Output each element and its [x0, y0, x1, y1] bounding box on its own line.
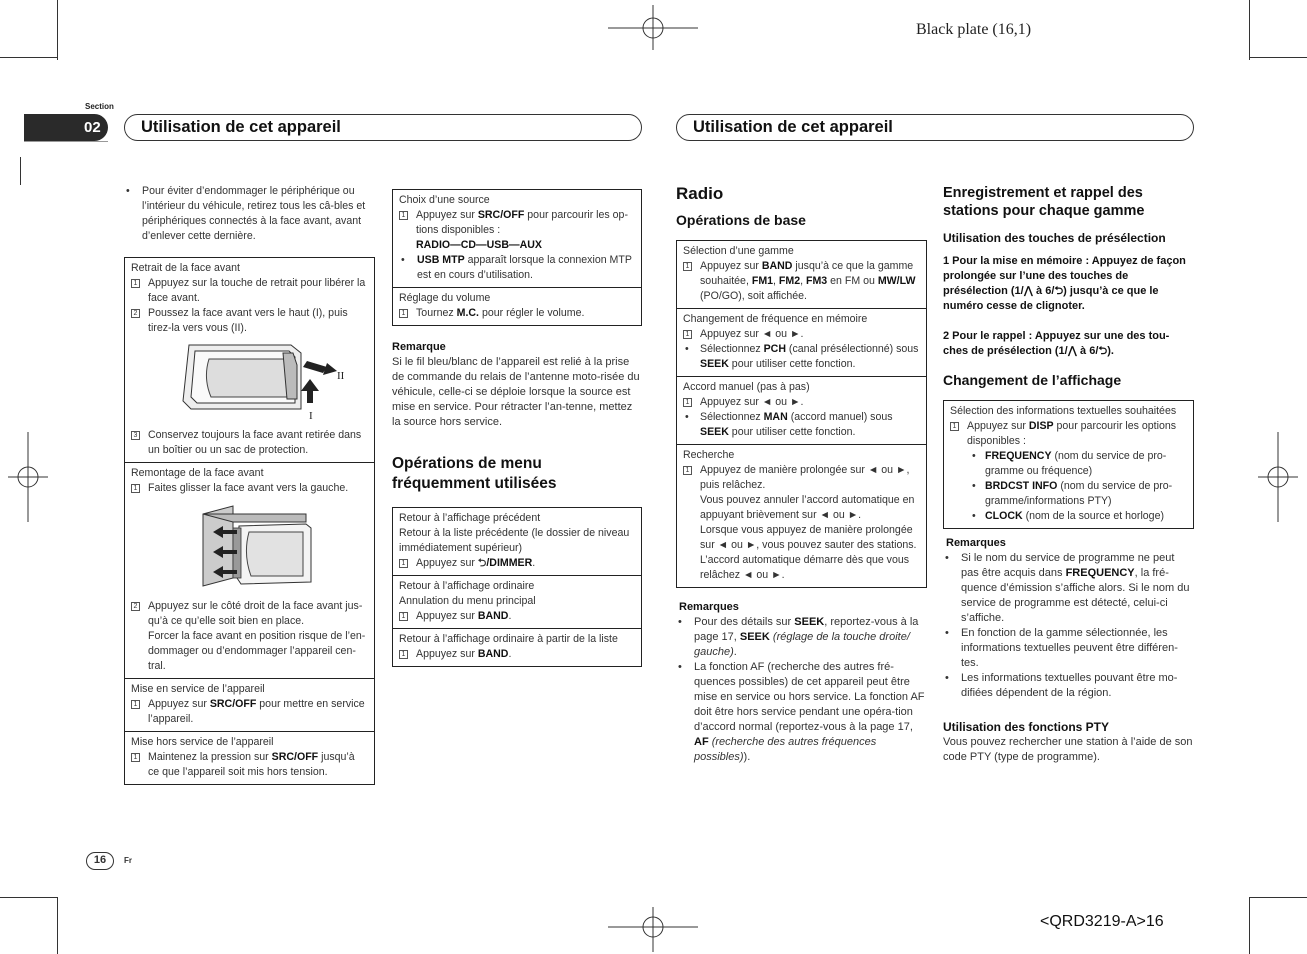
step-number: 1	[399, 612, 408, 621]
step: 1 Maintenez la pression sur SRC/OFF jusqu’à ce que l’appareil soit mis hors tension.	[131, 750, 368, 780]
section-heading: Radio	[676, 184, 724, 203]
instruction-box	[392, 189, 642, 326]
chapter-header-left: Utilisation de cet appareil	[124, 114, 642, 141]
step-number: 1	[131, 484, 140, 493]
display-cell	[944, 401, 1193, 528]
band-cell	[677, 241, 926, 308]
step: 1 Appuyez sur ⮌/DIMMER.	[399, 556, 635, 571]
cell-title: Sélection d’une gamme	[683, 245, 794, 257]
step-number: 1	[399, 559, 408, 568]
cell-title: Accord manuel (pas à pas)	[683, 381, 810, 393]
chapter-header-right: Utilisation de cet appareil	[676, 114, 1194, 141]
registration-mark-left	[8, 432, 48, 522]
step-number: 1	[399, 650, 408, 659]
step-number: 1	[131, 700, 140, 709]
subsection-heading: Utilisation des fonctions PTY	[943, 720, 1110, 734]
cell-title: Mise en service de l’appareil	[131, 683, 265, 695]
step-number: 1	[683, 330, 692, 339]
subsection-heading: Utilisation des touches de présélection	[943, 231, 1166, 245]
plate-label: Black plate (16,1)	[916, 21, 1032, 38]
remark-title: Remarque	[392, 341, 446, 353]
step-number: 1	[399, 309, 408, 318]
step: 1 Appuyez sur la touche de retrait pour libérer la face avant.	[131, 276, 368, 306]
step: 2 Appuyez sur le côté droit de la face avant jus-qu’à ce qu’elle soit bien en place. Forcer la face avant en position risque de l’en-dommager ou d’endommager l’appareil cen-tral.	[131, 599, 368, 674]
registration-mark-top	[608, 5, 698, 50]
label-I: I	[309, 410, 313, 422]
step-number: 1	[683, 398, 692, 407]
crop-mark	[0, 897, 57, 898]
step: 1 Tournez M.C. pour régler le volume.	[399, 306, 635, 321]
document-code: <QRD3219-A>16	[1040, 913, 1164, 930]
divider	[24, 141, 108, 142]
faceplate-removal-illustration	[131, 339, 368, 424]
cell-title: Réglage du volume	[399, 292, 491, 304]
instruction-box	[392, 507, 642, 667]
step: 3 Conservez toujours la face avant retirée dans un boîtier ou un sac de protection.	[131, 428, 368, 458]
crop-mark	[1249, 0, 1250, 60]
pty-text: Vous pouvez rechercher une station à l’aide de son code PTY (type de programme).	[943, 736, 1193, 763]
source-cell	[393, 190, 641, 287]
seek-cell	[677, 444, 926, 587]
removal-cell	[125, 258, 374, 462]
crop-mark	[1250, 897, 1307, 898]
cell-title: Annulation du menu principal	[399, 595, 536, 607]
list-item: • Les informations textuelles pouvant être mo-difiées dépendent de la région.	[943, 671, 1194, 701]
step: 1 Faites glisser la face avant vers la gauche.	[131, 481, 368, 496]
cell-title: Retour à l’affichage ordinaire à partir de la liste	[399, 633, 618, 645]
cell-title: Retrait de la face avant	[131, 262, 240, 274]
step-number: 2	[131, 602, 140, 611]
step-2: 2 Pour le rappel : Appuyez sur une des tou-ches de présélection (1/⋀ à 6/⮌).	[943, 330, 1170, 357]
instruction-box	[676, 240, 927, 588]
instruction-box	[943, 400, 1194, 529]
column-2	[392, 189, 642, 667]
cell-title: Retour à la liste précédente (le dossier de niveau immédiatement supérieur)	[399, 527, 630, 554]
step-number: 1	[399, 211, 408, 220]
cell-title: Changement de fréquence en mémoire	[683, 313, 868, 325]
remark-text: Si le fil bleu/blanc de l’appareil est relié à la prise de commande du relais de l’antenne moto-risée du véhicule, celle-ci se déploie lorsque la source est mise en service. Pour rétracter l’an-tenne, mettez la source hors service.	[392, 356, 640, 428]
crop-mark	[1250, 57, 1307, 58]
instruction-box	[124, 257, 375, 785]
step-number: 1	[950, 422, 959, 431]
list-item: • BRDCST INFO (nom du service de pro-gramme/informations PTY)	[950, 479, 1187, 509]
list-item: • Si le nom du service de programme ne peut pas être acquis dans FREQUENCY, la fré-quence d’émission s’affiche alors. Si le nom du service de programme est détecté, celui-ci s’affiche.	[943, 551, 1194, 626]
step-number: 1	[131, 279, 140, 288]
step: 1 Appuyez sur ◄ ou ►.	[683, 327, 920, 342]
registration-mark-bottom	[608, 907, 698, 952]
cell-title: Recherche	[683, 449, 735, 461]
cell-title: Retour à l’affichage ordinaire	[399, 580, 535, 592]
mount-cell	[125, 462, 374, 678]
step: 2 Poussez la face avant vers le haut (I), puis tirez-la vers vous (II).	[131, 306, 368, 336]
list-item: • Sélectionnez PCH (canal présélectionné) sous SEEK pour utiliser cette fonction.	[683, 342, 920, 372]
step: 1 Appuyez sur BAND.	[399, 647, 635, 662]
cell-title: Remontage de la face avant	[131, 467, 264, 479]
crop-mark	[57, 897, 58, 954]
section-heading: Enregistrement et rappel des stations pour chaque gamme	[943, 185, 1145, 219]
list-item: • USB MTP apparaît lorsque la connexion MTP est en cours d’utilisation.	[399, 253, 635, 283]
back-cell	[393, 508, 641, 575]
power-off-cell	[125, 731, 374, 784]
cell-title: Retour à l’affichage précédent	[399, 512, 541, 524]
section-label: Section	[85, 102, 114, 111]
section-number-badge: 02	[24, 114, 108, 141]
volume-cell	[393, 287, 641, 325]
section-heading: Opérations de menu fréquemment utilisées	[392, 455, 557, 492]
column-4	[943, 184, 1194, 765]
subsection-heading: Changement de l’affichage	[943, 372, 1122, 388]
page-number: 16	[86, 852, 114, 870]
label-II: II	[337, 370, 345, 382]
remarks-title: Remarques	[946, 537, 1006, 549]
cell-title: Mise hors service de l’appareil	[131, 736, 274, 748]
back-cell	[393, 575, 641, 628]
memory-cell	[677, 308, 926, 376]
column-3	[676, 184, 927, 765]
list-item: • Pour éviter d’endommager le périphérique ou l’intérieur du véhicule, retirez tous les câ-bles et périphériques connectés à la face avant, avant d’enlever cette dernière.	[124, 184, 375, 244]
crop-mark	[57, 0, 58, 60]
list-item: • FREQUENCY (nom du service de pro-gramme ou fréquence)	[950, 449, 1187, 479]
list-item: • CLOCK (nom de la source et horloge)	[950, 509, 1187, 524]
list-item: • Pour des détails sur SEEK, reportez-vous à la page 17, SEEK (réglage de la touche droite/ gauche).	[676, 615, 927, 660]
crop-mark	[20, 157, 21, 185]
registration-mark-right	[1258, 432, 1298, 522]
crop-mark	[0, 57, 57, 58]
subsection-heading: Opérations de base	[676, 212, 806, 228]
step-number: 2	[131, 309, 140, 318]
list-item: • La fonction AF (recherche des autres fré-quences possibles) de cet appareil peut être mise en service ou hors service. La fonction AF doit être hors service pendant une opéra-tion d’accord normal (reportez-vous à la page 17, AF (recherche des autres fréquences possibles)).	[676, 660, 927, 765]
step: 1 Appuyez sur SRC/OFF pour mettre en service l’appareil.	[131, 697, 368, 727]
step: 1 Appuyez sur DISP pour parcourir les options disponibles :	[950, 419, 1187, 449]
column-1	[124, 184, 375, 785]
crop-mark	[1249, 897, 1250, 954]
cell-title: Choix d’une source	[399, 194, 490, 206]
power-on-cell	[125, 678, 374, 731]
step: 1 Appuyez sur BAND jusqu’à ce que la gamme souhaitée, FM1, FM2, FM3 en FM ou MW/LW (PO/GO), soit affichée.	[683, 259, 920, 304]
faceplate-mount-illustration	[131, 498, 368, 593]
manual-cell	[677, 376, 926, 444]
step: 1 Appuyez sur SRC/OFF pour parcourir les op-tions disponibles : RADIO—CD—USB—AUX	[399, 208, 635, 253]
step-number: 1	[683, 466, 692, 475]
step-number: 1	[683, 262, 692, 271]
step: 1 Appuyez sur ◄ ou ►.	[683, 395, 920, 410]
remarks-title: Remarques	[679, 601, 739, 613]
cell-title: Sélection des informations textuelles souhaitées	[950, 405, 1177, 417]
step: 1 Appuyez de manière prolongée sur ◄ ou ►, puis relâchez. Vous pouvez annuler l’accord automatique en appuyant brièvement sur ◄ ou ►. Lorsque vous appuyez de manière prolongée sur ◄ ou ►, vous pouvez sauter des stations. L’accord automatique démarre dès que vous relâchez ◄ ou ►.	[683, 463, 920, 583]
return-icon: ⮌	[477, 557, 487, 569]
language-label: Fr	[124, 856, 132, 865]
back-cell	[393, 628, 641, 666]
step-number: 1	[131, 753, 140, 762]
step-1: 1 Pour la mise en mémoire : Appuyez de façon prolongée sur l’une des touches de présélection (1/⋀ à 6/⮌) jusqu’à ce que le numéro cesse de clignoter.	[943, 255, 1186, 312]
list-item: • Sélectionnez MAN (accord manuel) sous SEEK pour utiliser cette fonction.	[683, 410, 920, 440]
step-number: 3	[131, 431, 140, 440]
step: 1 Appuyez sur BAND.	[399, 609, 635, 624]
list-item: • En fonction de la gamme sélectionnée, les informations textuelles peuvent être différen-tes.	[943, 626, 1194, 671]
